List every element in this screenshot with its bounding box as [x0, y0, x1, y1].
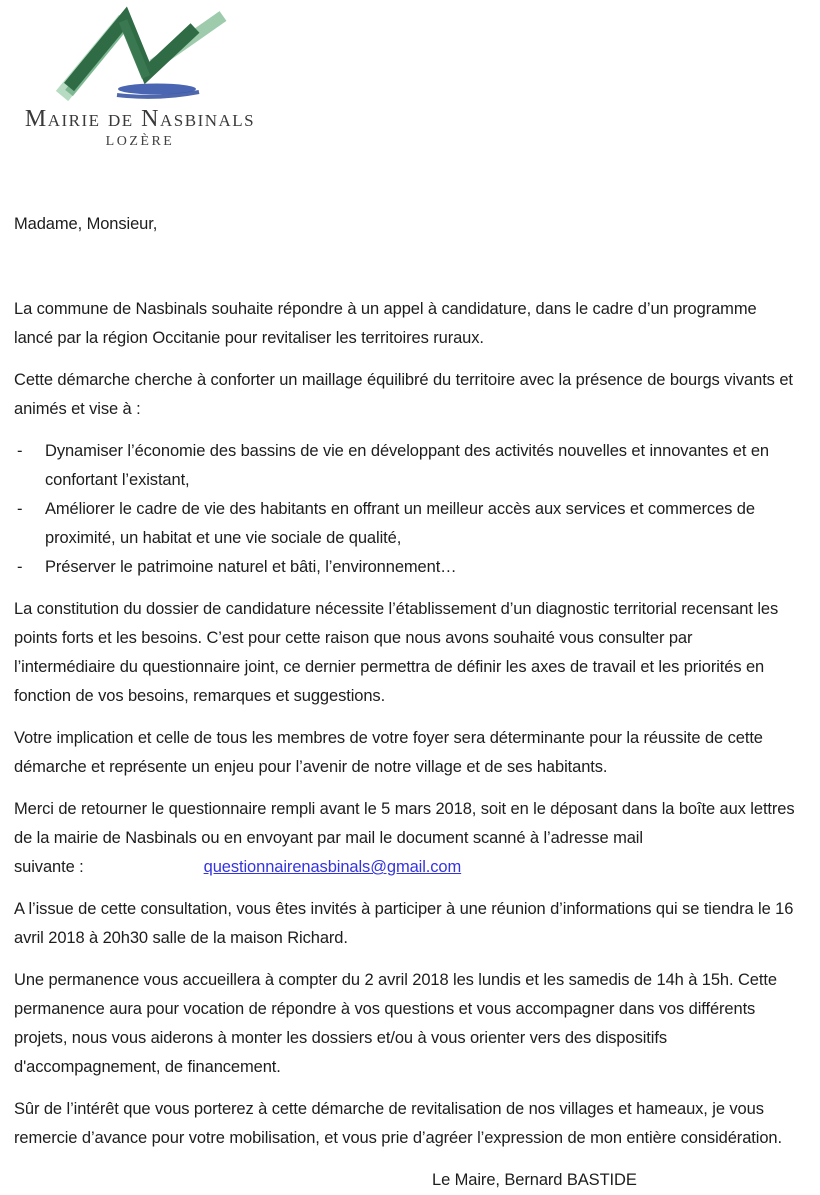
list-item-text: Dynamiser l’économie des bassins de vie en développant des activités nouvelles et innovantes et en confortant l’existant,: [45, 442, 769, 489]
email-link[interactable]: questionnairenasbinals@gmail.com: [203, 858, 462, 876]
letterhead: [0, 0, 280, 150]
merci-text: Merci de retourner le questionnaire rempli avant le 5 mars 2018, soit en le déposant dans la boîte aux lettres de la mairie de Nasbinals ou en envoyant par mail le document scanné à l’adresse mail: [14, 800, 795, 847]
paragraph-demarche: Cette démarche cherche à conforter un maillage équilibré du territoire avec la présence de bourgs vivants et animés et vise à :: [14, 371, 793, 418]
paragraph-consideration: Sûr de l’intérêt que vous porterez à cette démarche de revitalisation de nos villages et hameaux, je vous remercie d’avance pour votre mobilisation, et vous prie d’agréer l’expression de mon entière considération.: [14, 1100, 782, 1147]
dash-bullet: -: [17, 558, 23, 576]
list-item-text: Préserver le patrimoine naturel et bâti, l’environnement…: [45, 558, 457, 576]
objectives-list: [14, 437, 796, 582]
paragraph-intro: La commune de Nasbinals souhaite répondre à un appel à candidature, dans le cadre d’un programme lancé par la région Occitanie pour revitaliser les territoires ruraux.: [14, 300, 757, 347]
list-item: [14, 553, 796, 582]
paragraph-merci: [14, 795, 796, 882]
letter-body: [0, 210, 820, 1195]
list-item: [14, 437, 796, 495]
salutation: Madame, Monsieur,: [14, 215, 158, 233]
paragraph-implication: Votre implication et celle de tous les membres de votre foyer sera déterminante pour la réussite de cette démarche et représente un enjeu pour l’avenir de notre village et de ses habitants.: [14, 729, 763, 776]
paragraph-issue: A l’issue de cette consultation, vous êtes invités à participer à une réunion d’informations qui se tiendra le 16 avril 2018 à 20h30 salle de la maison Richard.: [14, 900, 794, 947]
list-item-text: Améliorer le cadre de vie des habitants en offrant un meilleur accès aux services et commerces de proximité, un habitat et une vie sociale de qualité,: [45, 500, 755, 547]
nasbinals-brush-logo-icon: [57, 7, 227, 99]
merci-prefix: suivante :: [14, 858, 84, 876]
paragraph-permanence: Une permanence vous accueillera à compter du 2 avril 2018 les lundis et les samedis de 14h à 15h. Cette permanence aura pour vocation de répondre à vos questions et vous accompagner dans vos différents projets, nous vous aiderons à monter les dossiers et/ou à vous orienter vers des dispositifs d'accompagnement, de financement.: [14, 971, 777, 1076]
dash-bullet: -: [17, 442, 23, 460]
signature: Le Maire, Bernard BASTIDE: [432, 1171, 637, 1189]
list-item: [14, 495, 796, 553]
dash-bullet: -: [17, 500, 23, 518]
department-name: LOZÈRE: [105, 134, 175, 149]
paragraph-constitution: La constitution du dossier de candidature nécessite l’établissement d’un diagnostic territorial recensant les points forts et les besoins. C’est pour cette raison que nous avons souhaité vous consulter par l’intermédiaire du questionnaire joint, ce dernier permettra de définir les axes de travail et les priorités en fonction de vos besoins, remarques et suggestions.: [14, 600, 779, 705]
org-name: Mairie de Nasbinals: [24, 106, 256, 132]
